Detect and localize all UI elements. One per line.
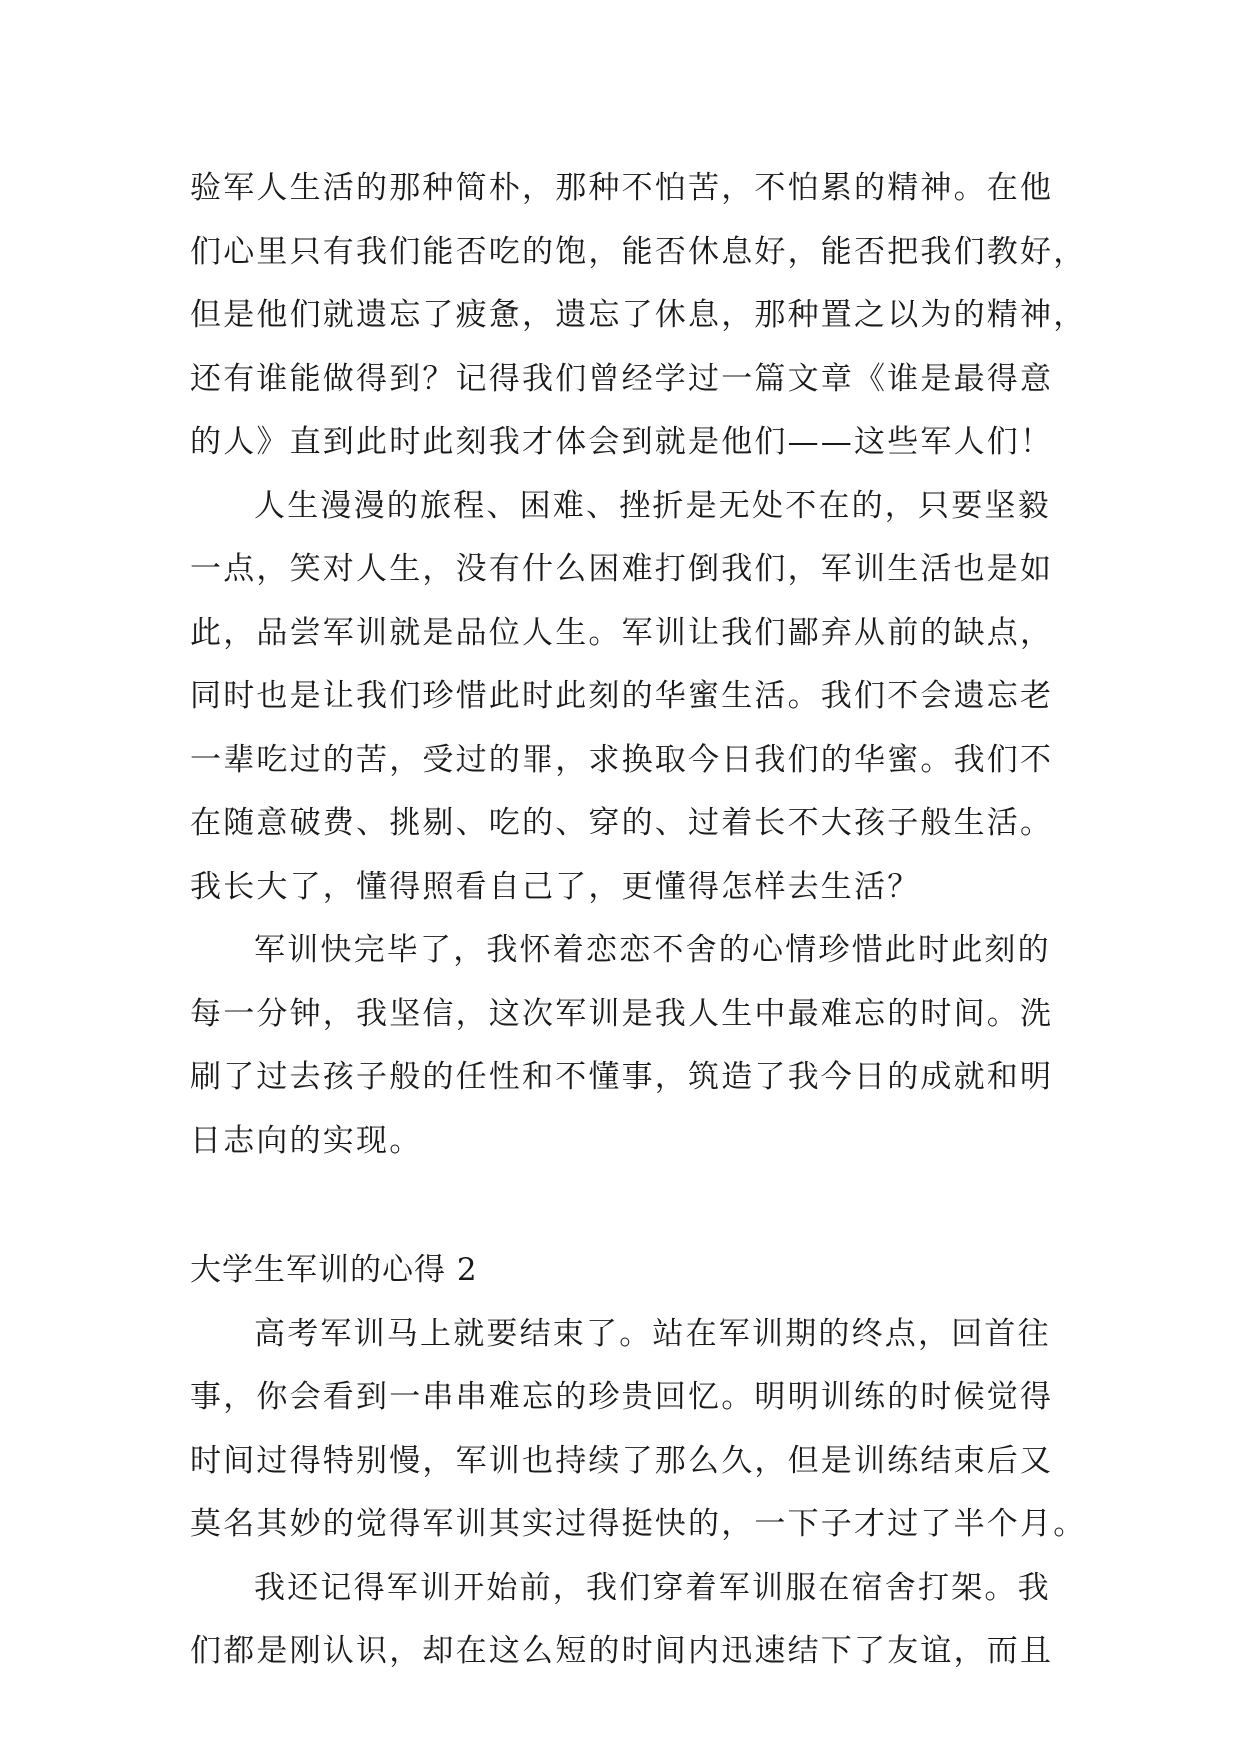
paragraph: [190, 475, 1058, 920]
text-line: 我长大了，懂得照看自己了，更懂得怎样去生活？: [190, 868, 921, 905]
text-line: 在随意破费、挑剔、吃的、穿的、过着长不大孩子般生活。: [190, 805, 1054, 841]
text-line: 人生漫漫的旅程、困难、挫折是无处不在的，只要坚毅: [254, 487, 1051, 524]
text-line: 们心里只有我们能否吃的饱，能否休息好，能否把我们教好，: [190, 233, 1087, 270]
text-line: 验军人生活的那种简朴，那种不怕苦，不怕累的精神。在他: [190, 170, 1054, 206]
text-line: 每一分钟，我坚信，这次军训是我人生中最难忘的时间。洗: [190, 995, 1054, 1032]
text-line: 同时也是让我们珍惜此时此刻的华蜜生活。我们不会遗忘老: [190, 678, 1054, 714]
text-line: 此，品尝军训就是品位人生。军训让我们鄙弃从前的缺点，: [190, 614, 1054, 651]
text-line: 时间过得特别慢，军训也持续了那么久，但是训练结束后又: [190, 1442, 1054, 1479]
text-line: 一辈吃过的苦，受过的罪，求换取今日我们的华蜜。我们不: [190, 741, 1054, 778]
paragraph: [190, 157, 1087, 475]
text-line: 高考军训马上就要结束了。站在军训期的终点，回首往: [254, 1315, 1051, 1352]
text-line: 军训快完毕了，我怀着恋恋不舍的心情珍惜此时此刻的: [254, 932, 1051, 968]
text-line: 刷了过去孩子般的任性和不懂事，筑造了我今日的成就和明: [190, 1059, 1054, 1095]
text-line: 但是他们就遗忘了疲惫，遗忘了休息，那种置之以为的精神，: [190, 297, 1087, 333]
text-line: 们都是刚认识，却在这么短的时间内迅速结下了友谊，而且: [190, 1633, 1054, 1669]
text-line: 还有谁能做得到？记得我们曾经学过一篇文章《谁是最得意: [190, 360, 1054, 397]
text-line: 事，你会看到一串串难忘的珍贵回忆。明明训练的时候觉得: [190, 1379, 1054, 1415]
text-line: 我还记得军训开始前，我们穿着军训服在宿舍打架。我: [254, 1569, 1051, 1606]
text-line: 一点，笑对人生，没有什么困难打倒我们，军训生活也是如: [190, 551, 1054, 587]
section-heading: 大学生军训的心得 2: [190, 1252, 478, 1288]
document-body: [190, 157, 1087, 1684]
text-line: 的人》直到此时此刻我才体会到就是他们——这些军人们！: [190, 424, 1054, 460]
text-line: 日志向的实现。: [190, 1122, 423, 1159]
paragraph: [190, 1303, 1087, 1557]
section-spacer: [190, 1173, 1058, 1239]
text-line: 莫名其妙的觉得军训其实过得挺快的，一下子才过了半个月。: [190, 1506, 1087, 1542]
paragraph: [190, 1557, 1058, 1684]
paragraph: [190, 919, 1058, 1173]
